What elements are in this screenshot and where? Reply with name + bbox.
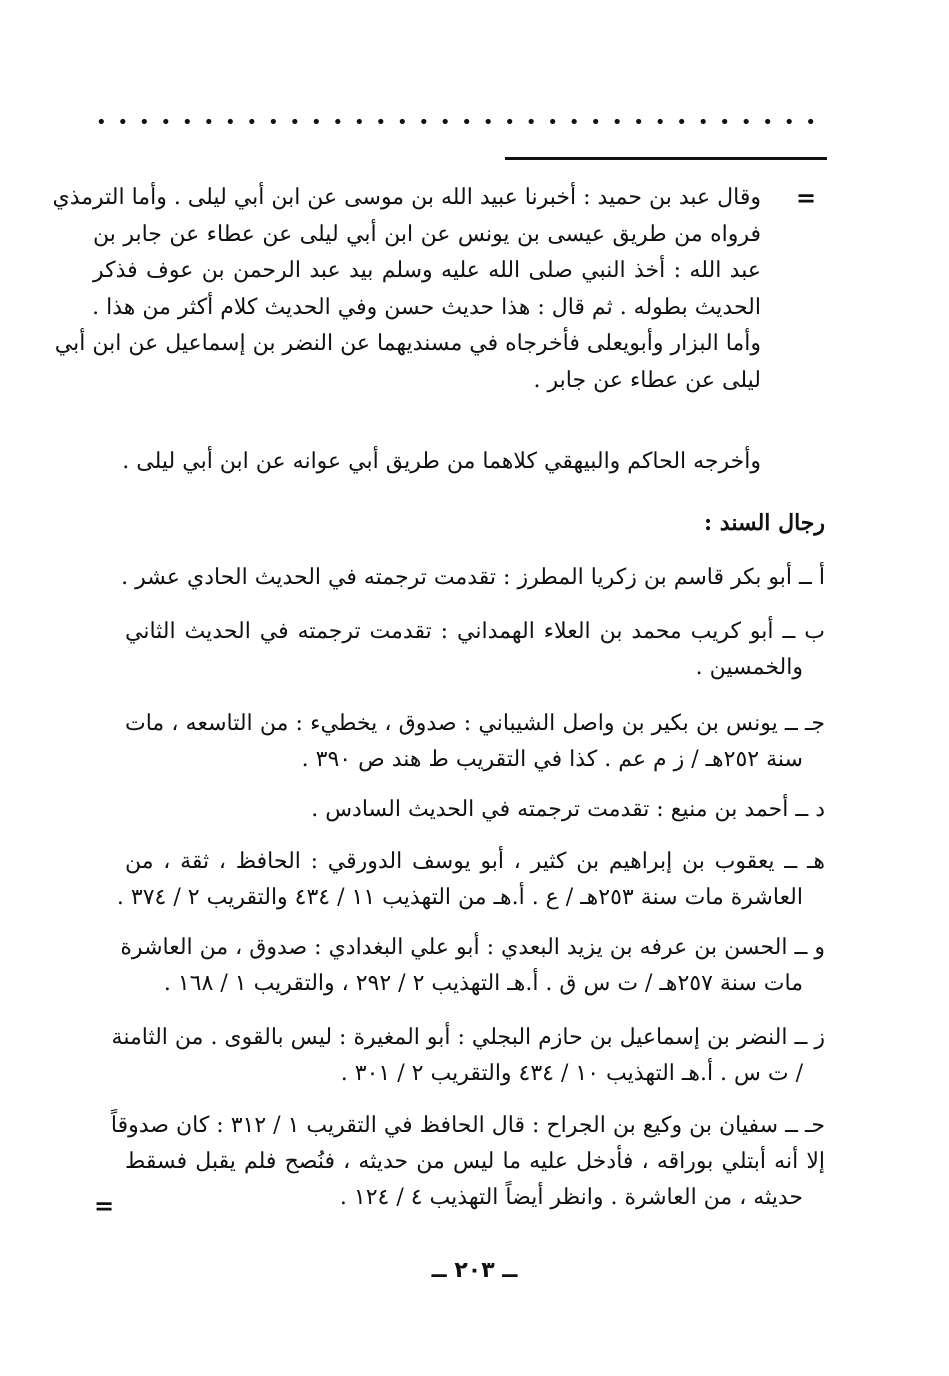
- entry-line: ز ــ النضر بن إسماعيل بن حازم البجلي : أبو المغيرة : ليس بالقوى . من الثامنة: [111, 1025, 825, 1050]
- entry-line: حـ ــ سفيان بن وكيع بن الجراح : قال الحافظ في التقريب ١ / ٣١٢ : كان صدوقاً: [110, 1113, 825, 1138]
- narrator-entry: [125, 792, 825, 828]
- footnote-block: [52, 180, 761, 399]
- entry-line: د ــ أحمد بن منيع : تقدمت ترجمته في الحديث السادس .: [311, 797, 825, 822]
- footnote-line: فرواه من طريق عيسى بن يونس عن ابن أبي ليلى عن عطاء عن جابر بن: [93, 221, 761, 247]
- footnote-line: الحديث بطوله . ثم قال : هذا حديث حسن وفي الحديث كلام أكثر من هذا .: [92, 294, 761, 320]
- narrator-entry: [111, 1020, 825, 1092]
- footnote-line: وأما البزار وأبويعلى فأخرجاه في مسنديهما عن النضر بن إسماعيل عن ابن أبي: [54, 331, 761, 356]
- entry-line: سنة ٢٥٢هـ / ز م عم . كذا في التقريب ط هند ص ٣٩٠ .: [301, 747, 803, 772]
- footnote-rule: [505, 157, 827, 160]
- continuation-mark-bottom: =: [94, 1192, 115, 1220]
- footnote-line: ليلى عن عطاء عن جابر .: [533, 367, 761, 393]
- footnote-line: وأخرجه الحاكم والبيهقي كلاهما من طريق أبي عوانه عن ابن أبي ليلى .: [122, 449, 761, 474]
- dotted-separator: • • • • • • • • • • • • • • • • • • • • • • • • • • • • • • • • • •: [96, 112, 816, 132]
- page-number: ــ ٢٠٣ ــ: [431, 1258, 518, 1283]
- entry-line: و ــ الحسن بن عرفه بن يزيد البعدي : أبو علي البغدادي : صدوق ، من العاشرة: [120, 935, 825, 960]
- entry-line: جـ ــ يونس بن بكير بن واصل الشيباني : صدوق ، يخطيء : من التاسعه ، مات: [125, 711, 825, 736]
- continuation-mark-top: =: [796, 184, 817, 212]
- narrator-entry: [110, 1108, 825, 1216]
- entry-line: أ ــ أبو بكر قاسم بن زكريا المطرز : تقدمت ترجمته في الحديث الحادي عشر .: [121, 565, 825, 590]
- narrator-entry: [125, 706, 825, 778]
- entry-line: العاشرة مات سنة ٢٥٣هـ / ع . أ.هـ من التهذيب ١١ / ٤٣٤ والتقريب ٢ / ٣٧٤ .: [116, 885, 803, 910]
- section-heading: رجال السند :: [704, 510, 825, 536]
- entry-line: مات سنة ٢٥٧هـ / ت س ق . أ.هـ التهذيب ٢ / ٢٩٢ ، والتقريب ١ / ١٦٨ .: [163, 971, 803, 996]
- entry-line: حديثه ، من العاشرة . وانظر أيضاً التهذيب ٤ / ١٢٤ .: [339, 1185, 803, 1210]
- narrator-entry: [116, 844, 825, 916]
- footnote-line: عبد الله : أخذ النبي صلى الله عليه وسلم بيد عبد الرحمن بن عوف فذكر: [93, 258, 761, 283]
- narrator-entry: [125, 614, 825, 686]
- entry-line: إلا أنه أبتلي بوراقه ، فأدخل عليه ما ليس من حديثه ، فنُصح فلم يقبل فسقط: [125, 1149, 825, 1174]
- narrator-entry: [120, 930, 825, 1002]
- entry-line: ب ــ أبو كريب محمد بن العلاء الهمداني : تقدمت ترجمته في الحديث الثاني: [125, 619, 825, 644]
- entry-line: / ت س . أ.هـ التهذيب ١٠ / ٤٣٤ والتقريب ٢ / ٣٠١ .: [340, 1061, 803, 1086]
- narrator-entry: [121, 560, 825, 596]
- footnote-extra: [93, 444, 761, 481]
- entry-line: هـ ــ يعقوب بن إبراهيم بن كثير ، أبو يوسف الدورقي : الحافظ ، ثقة ، من: [125, 849, 825, 874]
- footnote-line: وقال عبد بن حميد : أخبرنا عبيد الله بن موسى عن ابن أبي ليلى . وأما الترمذي: [52, 185, 761, 210]
- entry-line: والخمسين .: [695, 655, 803, 680]
